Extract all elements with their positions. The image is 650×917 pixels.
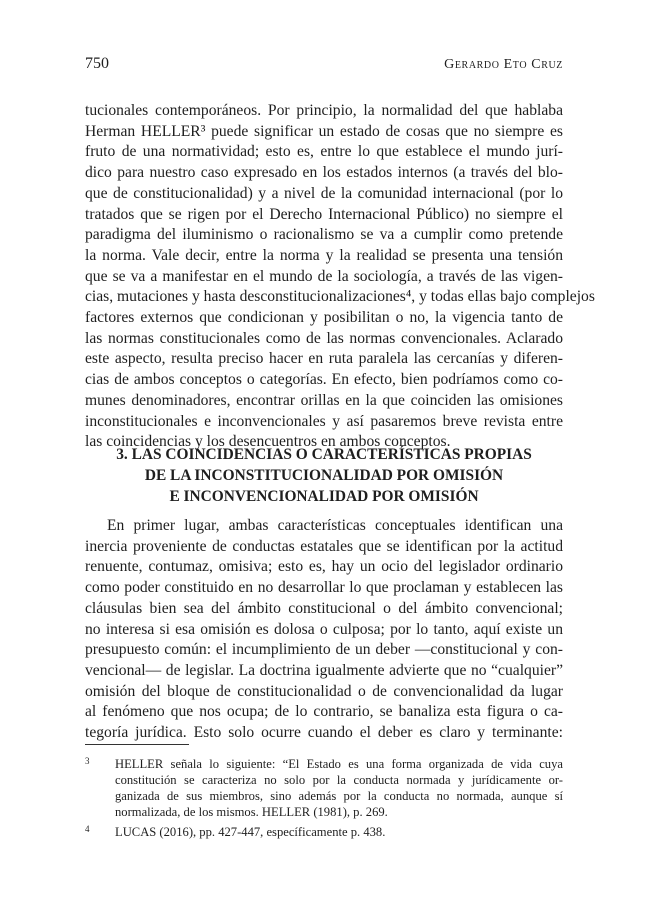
- text-line: inercia proveniente de conductas estatales que se identifican por la actitud: [85, 537, 563, 555]
- text-line: omisión del bloque de constitucionalidad o de convencionalidad da lugar: [85, 682, 563, 700]
- text-line: cláusulas bien sea del ámbito constitucional o del ámbito convencional;: [85, 599, 563, 617]
- text-line: las coincidencias y los desencuentros en ambos conceptos.: [85, 433, 451, 451]
- text-line: inconstitucionales e inconvencionales y así pasaremos breve revista entre: [85, 412, 563, 430]
- text-line: fruto de una normatividad; esto es, entre lo que establece el mundo jurí-: [85, 143, 563, 161]
- footnote-number: 3: [85, 756, 90, 766]
- text-line: tratados que se rigen por el Derecho Internacional Público) no siempre el: [85, 205, 563, 223]
- text-line: al fenómeno que nos ocupa; de lo contrario, se banaliza esta figura o ca-: [85, 703, 563, 721]
- page-header: [85, 55, 563, 77]
- footnote-3: [85, 756, 563, 820]
- text-line: que se va a manifestar en el mundo de la sociología, a través de las vigen-: [85, 267, 563, 285]
- text-line: paradigma del iluminismo o racionalismo se va a cumplir como pretende: [85, 226, 563, 244]
- footnote-line: HELLER señala lo siguiente: “El Estado es una forma organizada de vida cuya: [115, 757, 563, 771]
- text-line: las normas constitucionales como de las normas convencionales. Aclarado: [85, 329, 563, 347]
- heading-line: E INCONVENCIONALIDAD POR OMISIÓN: [169, 488, 479, 505]
- text-line: presupuesto común: el incumplimiento de un deber —constitucional y con-: [85, 641, 563, 659]
- text-line: renuente, contumaz, omisiva; esto es, hay un ocio del legislador ordinario: [85, 558, 563, 576]
- paragraph-1: [85, 101, 595, 453]
- text-line: munes denominadores, encontrar orillas en la que coinciden las omisiones: [85, 391, 563, 409]
- text-line: En primer lugar, ambas características conceptuales identifican una: [107, 517, 563, 534]
- text-line: cias de ambos conceptos o categorías. En efecto, bien podríamos como co-: [85, 371, 563, 389]
- footnote-line: LUCAS (2016), pp. 427-447, específicamente p. 438.: [115, 825, 386, 839]
- heading-line: 3. LAS COINCIDENCIAS O CARACTERÍSTICAS PROPIAS: [116, 446, 532, 463]
- paragraph-2: [85, 516, 563, 744]
- text-line: como poder constituido en no desarrollar lo que proclaman y establecen las: [85, 579, 563, 597]
- section-heading: [85, 444, 563, 507]
- running-head: Gerardo Eto Cruz: [444, 57, 563, 72]
- footnote-line: ganizada de sus miembros, sino además por la conducta no normada, aunque sí: [115, 789, 563, 803]
- heading-line: DE LA INCONSTITUCIONALIDAD POR OMISIÓN: [144, 467, 504, 484]
- footnote-number: 4: [85, 824, 90, 834]
- footnote-rule: [85, 744, 189, 745]
- text-line: dico para nuestro caso expresado en los estados internos (a través del blo-: [85, 164, 563, 182]
- text-line: vencional— de legislar. La doctrina igualmente advierte que no “cualquier”: [85, 661, 563, 679]
- text-line: que de constitucionalidad) y a nivel de la comunidad internacional (por lo: [85, 184, 563, 202]
- footnote-line: constitución se caracteriza no solo por la conducta normada y jurídicamente or-: [115, 773, 563, 787]
- text-line: factores externos que condicionan y posibilitan o no, la vigencia tanto de: [85, 309, 563, 327]
- footnote-4: [85, 824, 563, 840]
- page-number: 750: [85, 55, 109, 72]
- text-line: tucionales contemporáneos. Por principio, la normalidad del que hablaba: [85, 102, 563, 119]
- footnote-line: normalizada, de los mismos. HELLER (1981), p. 269.: [115, 805, 388, 819]
- footnotes: [85, 756, 563, 840]
- text-line: cias, mutaciones y hasta desconstitucionalizaciones⁴, y todas ellas bajo complejos: [85, 288, 595, 306]
- text-line: no interesa si esa omisión es dolosa o culposa; por lo tanto, aquí existe un: [85, 620, 563, 638]
- text-line: Herman HELLER³ puede significar un estado de cosas que no siempre es: [85, 122, 563, 140]
- text-line: este aspecto, resulta preciso hacer en ruta paralela las cercanías y diferen-: [85, 350, 563, 368]
- text-line: la norma. Vale decir, entre la norma y la realidad se presenta una tensión: [85, 246, 563, 264]
- text-line: tegoría jurídica. Esto solo ocurre cuando el deber es claro y terminante:: [85, 724, 563, 742]
